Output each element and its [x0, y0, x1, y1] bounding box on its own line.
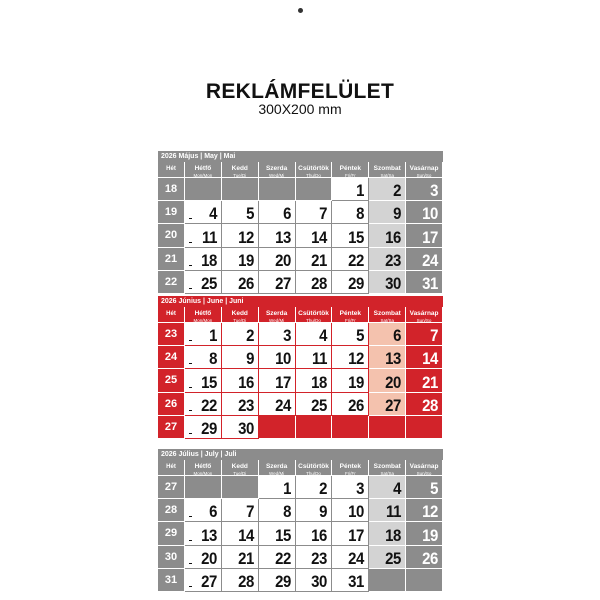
weekday-header: Hétfő Mon/Mon — [185, 162, 222, 178]
month-july — [158, 449, 443, 592]
day-number: 2 — [393, 181, 402, 201]
day-number: 3 — [282, 326, 291, 346]
day-cell — [369, 416, 406, 439]
day-number: 28 — [422, 395, 438, 415]
day-number: 23 — [237, 395, 254, 415]
day-number: 24 — [422, 250, 438, 270]
day-cell — [369, 369, 406, 392]
day-cell — [222, 522, 259, 545]
day-number: 18 — [385, 525, 402, 545]
month-june — [158, 296, 443, 439]
day-cell — [222, 224, 259, 247]
day-number: 1 — [208, 326, 217, 346]
day-number: 4 — [393, 479, 402, 499]
day-number: 8 — [282, 502, 291, 522]
weekday-header: Szerda Wed/Mi — [259, 460, 296, 476]
day-number: 6 — [282, 204, 291, 224]
weekday-header: Péntek Fri/Fr — [332, 307, 369, 323]
day-number: 15 — [274, 525, 291, 545]
day-number: 5 — [356, 326, 365, 346]
day-cell — [222, 369, 259, 392]
day-cell — [332, 546, 369, 569]
day-number: 18 — [201, 250, 217, 270]
day-number: 13 — [274, 227, 291, 247]
day-number: 15 — [201, 372, 217, 392]
weekday-header: Kedd Tue/Di — [222, 162, 259, 178]
day-cell — [185, 476, 222, 499]
day-cell — [222, 476, 259, 499]
day-cell — [406, 476, 443, 499]
day-number: 13 — [385, 349, 402, 369]
day-number: 10 — [274, 349, 291, 369]
day-number: 10 — [422, 204, 438, 224]
day-cell — [296, 346, 333, 369]
week-number: 31 — [158, 569, 185, 592]
day-number: 7 — [430, 326, 438, 346]
day-cell — [222, 248, 259, 271]
day-number: 19 — [422, 525, 438, 545]
day-cell — [296, 369, 333, 392]
day-number: 16 — [385, 227, 402, 247]
day-number: 14 — [311, 227, 328, 247]
marker-tick — [189, 288, 192, 289]
day-number: 26 — [348, 395, 365, 415]
week-number: 19 — [158, 201, 185, 224]
day-number: 31 — [348, 571, 365, 591]
day-number: 19 — [237, 250, 254, 270]
day-number: 27 — [201, 571, 217, 591]
day-number: 7 — [245, 502, 254, 522]
day-cell — [332, 499, 369, 522]
week-number: 21 — [158, 248, 185, 271]
day-cell — [185, 346, 222, 369]
day-cell — [406, 369, 443, 392]
day-number: 20 — [201, 548, 217, 568]
weekday-header: Szombat Sat/Sa — [369, 460, 406, 476]
day-cell — [332, 416, 369, 439]
day-number: 5 — [245, 204, 254, 224]
weekday-header: Vasárnap Sun/So — [406, 307, 443, 323]
day-number: 14 — [237, 525, 254, 545]
day-number: 25 — [311, 395, 328, 415]
day-cell — [222, 346, 259, 369]
weekday-header: Hétfő Mon/Mon — [185, 460, 222, 476]
day-cell — [222, 323, 259, 346]
day-number: 2 — [245, 326, 254, 346]
day-cell — [296, 271, 333, 294]
day-cell — [259, 569, 296, 592]
day-number: 29 — [201, 418, 217, 438]
day-cell — [296, 323, 333, 346]
day-number: 24 — [348, 548, 365, 568]
day-number: 22 — [201, 395, 217, 415]
marker-tick — [189, 516, 192, 517]
marker-tick — [189, 410, 192, 411]
day-number: 12 — [348, 349, 365, 369]
day-number: 14 — [422, 349, 438, 369]
ad-space-size: 300X200 mm — [258, 101, 342, 117]
day-cell — [406, 271, 443, 294]
day-number: 2 — [319, 479, 328, 499]
day-number: 3 — [430, 181, 438, 201]
weekday-header: Szombat Sat/Sa — [369, 162, 406, 178]
day-number: 17 — [274, 372, 291, 392]
marker-tick — [189, 242, 192, 243]
day-cell — [185, 178, 222, 201]
day-cell — [369, 393, 406, 416]
day-cell — [296, 546, 333, 569]
day-cell — [406, 346, 443, 369]
day-cell — [369, 201, 406, 224]
weekday-header: Vasárnap Sun/So — [406, 162, 443, 178]
day-cell — [259, 546, 296, 569]
day-number: 21 — [311, 250, 328, 270]
day-cell — [406, 201, 443, 224]
day-cell — [296, 248, 333, 271]
day-number: 16 — [237, 372, 254, 392]
day-number: 26 — [422, 548, 438, 568]
day-number: 20 — [385, 372, 402, 392]
day-number: 6 — [208, 502, 217, 522]
day-cell — [259, 178, 296, 201]
day-number: 12 — [237, 227, 254, 247]
day-cell — [369, 569, 406, 592]
day-number: 22 — [348, 250, 365, 270]
day-number: 23 — [385, 250, 402, 270]
day-cell — [222, 271, 259, 294]
day-cell — [332, 476, 369, 499]
day-cell — [185, 416, 222, 439]
day-cell — [369, 271, 406, 294]
weekday-header: Szombat Sat/Sa — [369, 307, 406, 323]
day-number: 8 — [208, 349, 217, 369]
day-cell — [259, 248, 296, 271]
day-number: 1 — [356, 181, 365, 201]
day-cell — [369, 546, 406, 569]
day-number: 9 — [393, 204, 402, 224]
week-number: 20 — [158, 224, 185, 247]
day-cell — [296, 476, 333, 499]
day-cell — [296, 224, 333, 247]
week-number: 30 — [158, 546, 185, 569]
day-cell — [222, 416, 259, 439]
day-number: 28 — [237, 571, 254, 591]
day-number: 8 — [356, 204, 365, 224]
day-cell — [332, 248, 369, 271]
day-number: 21 — [422, 372, 438, 392]
week-number-header: Hét — [158, 307, 185, 323]
day-cell — [369, 178, 406, 201]
day-cell — [332, 346, 369, 369]
week-number: 29 — [158, 522, 185, 545]
day-number: 13 — [201, 525, 217, 545]
day-cell — [369, 248, 406, 271]
day-number: 20 — [274, 250, 291, 270]
day-cell — [406, 416, 443, 439]
day-cell — [296, 499, 333, 522]
day-number: 30 — [385, 273, 402, 293]
day-cell — [369, 346, 406, 369]
day-number: 29 — [274, 571, 291, 591]
weekday-header: Szerda Wed/Mi — [259, 307, 296, 323]
day-number: 9 — [245, 349, 254, 369]
day-cell — [332, 569, 369, 592]
day-number: 30 — [237, 418, 254, 438]
day-cell — [332, 271, 369, 294]
day-cell — [332, 201, 369, 224]
week-number: 23 — [158, 323, 185, 346]
day-number: 21 — [237, 548, 254, 568]
marker-tick — [189, 340, 192, 341]
day-number: 22 — [274, 548, 291, 568]
day-number: 17 — [422, 227, 438, 247]
day-cell — [406, 569, 443, 592]
week-number: 18 — [158, 178, 185, 201]
day-cell — [332, 224, 369, 247]
day-cell — [185, 224, 222, 247]
day-cell — [185, 369, 222, 392]
day-cell — [332, 522, 369, 545]
day-number: 25 — [385, 548, 402, 568]
day-number: 18 — [311, 372, 328, 392]
day-cell — [259, 476, 296, 499]
day-number: 23 — [311, 548, 328, 568]
day-cell — [369, 476, 406, 499]
day-cell — [369, 499, 406, 522]
week-number: 25 — [158, 369, 185, 392]
day-cell — [296, 178, 333, 201]
day-number: 27 — [274, 273, 291, 293]
day-cell — [406, 522, 443, 545]
day-cell — [259, 369, 296, 392]
day-cell — [406, 393, 443, 416]
day-number: 12 — [422, 502, 438, 522]
weekday-header: Szerda Wed/Mi — [259, 162, 296, 178]
day-number: 4 — [319, 326, 328, 346]
day-cell — [406, 546, 443, 569]
marker-tick — [189, 540, 192, 541]
marker-tick — [189, 218, 192, 219]
day-cell — [259, 393, 296, 416]
day-cell — [259, 499, 296, 522]
day-cell — [369, 522, 406, 545]
day-number: 11 — [201, 227, 217, 247]
day-cell — [185, 522, 222, 545]
week-number: 27 — [158, 476, 185, 499]
day-number: 28 — [311, 273, 328, 293]
day-number: 15 — [348, 227, 365, 247]
day-cell — [406, 224, 443, 247]
ad-space-title: REKLÁMFELÜLET — [205, 80, 395, 103]
day-cell — [185, 499, 222, 522]
day-cell — [222, 499, 259, 522]
weekday-header: Kedd Tue/Di — [222, 460, 259, 476]
day-cell — [369, 224, 406, 247]
weekday-header: Péntek Fri/Fr — [332, 460, 369, 476]
day-cell — [332, 393, 369, 416]
weekday-header: Hétfő Mon/Mon — [185, 307, 222, 323]
day-cell — [406, 178, 443, 201]
day-cell — [332, 323, 369, 346]
day-number: 29 — [348, 273, 365, 293]
day-number: 16 — [311, 525, 328, 545]
day-cell — [259, 346, 296, 369]
day-cell — [222, 393, 259, 416]
day-cell — [222, 546, 259, 569]
day-number: 6 — [393, 326, 402, 346]
day-number: 27 — [385, 395, 402, 415]
day-cell — [296, 416, 333, 439]
day-cell — [185, 271, 222, 294]
day-cell — [259, 271, 296, 294]
weekday-header: Csütörtök Thu/Do — [296, 162, 333, 178]
day-number: 9 — [319, 502, 328, 522]
day-cell — [406, 499, 443, 522]
day-cell — [259, 323, 296, 346]
weekday-header: Péntek Fri/Fr — [332, 162, 369, 178]
day-cell — [369, 323, 406, 346]
day-cell — [259, 224, 296, 247]
day-number: 11 — [386, 502, 402, 522]
hanging-hole-icon — [298, 8, 303, 13]
month-title: 2026 Július | July | Juli — [158, 449, 443, 460]
day-number: 7 — [319, 204, 328, 224]
weekday-header: Vasárnap Sun/So — [406, 460, 443, 476]
day-number: 5 — [430, 479, 438, 499]
day-cell — [185, 569, 222, 592]
day-number: 19 — [348, 372, 365, 392]
week-number: 28 — [158, 499, 185, 522]
day-cell — [332, 369, 369, 392]
day-number: 1 — [282, 479, 291, 499]
weekday-header: Csütörtök Thu/Do — [296, 307, 333, 323]
marker-tick — [189, 265, 192, 266]
day-cell — [222, 178, 259, 201]
day-number: 17 — [348, 525, 365, 545]
day-number: 24 — [274, 395, 291, 415]
week-number: 22 — [158, 271, 185, 294]
day-cell — [296, 201, 333, 224]
marker-tick — [189, 363, 192, 364]
day-cell — [406, 323, 443, 346]
day-cell — [222, 569, 259, 592]
day-cell — [332, 178, 369, 201]
day-cell — [259, 416, 296, 439]
day-cell — [185, 546, 222, 569]
day-cell — [296, 522, 333, 545]
marker-tick — [189, 586, 192, 587]
day-cell — [185, 248, 222, 271]
week-number: 24 — [158, 346, 185, 369]
week-number-header: Hét — [158, 162, 185, 178]
month-title: 2026 Június | June | Juni — [158, 296, 443, 307]
day-number: 25 — [201, 273, 217, 293]
day-number: 11 — [312, 349, 328, 369]
day-cell — [222, 201, 259, 224]
day-cell — [259, 522, 296, 545]
week-number: 27 — [158, 416, 185, 439]
day-cell — [185, 201, 222, 224]
day-cell — [406, 248, 443, 271]
week-number-header: Hét — [158, 460, 185, 476]
day-number: 30 — [311, 571, 328, 591]
day-number: 26 — [237, 273, 254, 293]
week-number: 26 — [158, 393, 185, 416]
day-cell — [296, 393, 333, 416]
weekday-header: Kedd Tue/Di — [222, 307, 259, 323]
day-number: 4 — [208, 204, 217, 224]
day-cell — [296, 569, 333, 592]
day-number: 10 — [348, 502, 365, 522]
day-cell — [185, 393, 222, 416]
day-cell — [259, 201, 296, 224]
month-title: 2026 Május | May | Mai — [158, 151, 443, 162]
day-number: 31 — [422, 273, 438, 293]
marker-tick — [189, 433, 192, 434]
marker-tick — [189, 387, 192, 388]
day-cell — [185, 323, 222, 346]
month-may — [158, 151, 443, 294]
marker-tick — [189, 563, 192, 564]
day-number: 3 — [356, 479, 365, 499]
weekday-header: Csütörtök Thu/Do — [296, 460, 333, 476]
